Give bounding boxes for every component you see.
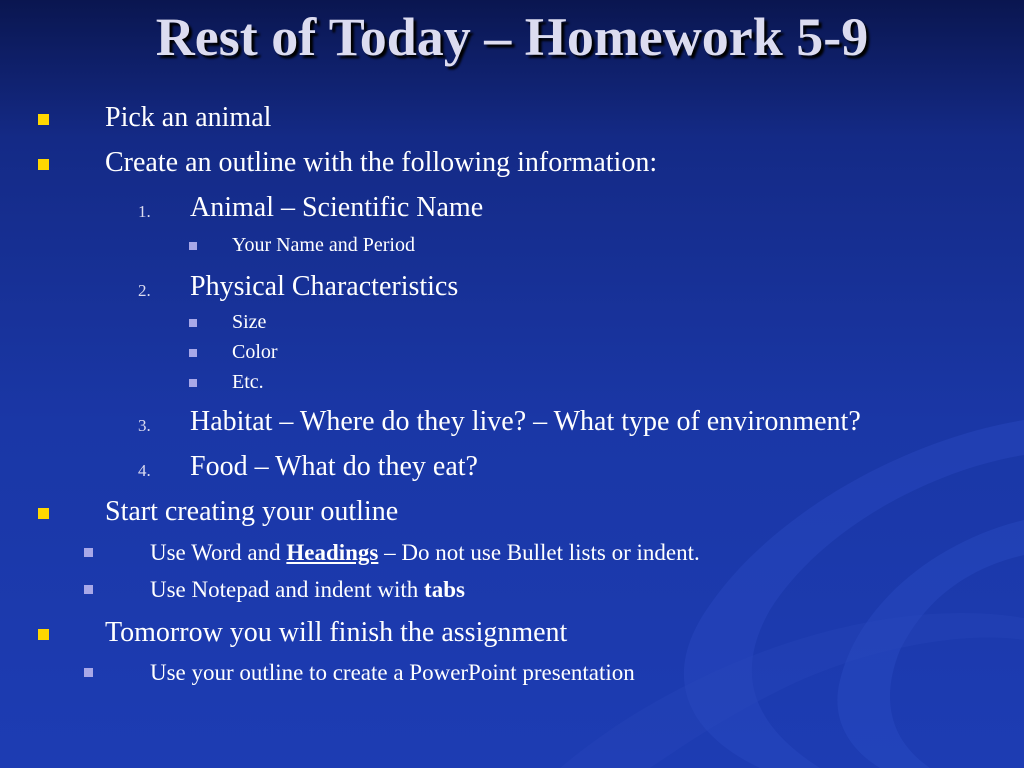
outline-subitem: [0, 372, 1024, 396]
bullet-text: Pick an animal: [105, 102, 272, 133]
bullet-subitem: [0, 578, 1024, 604]
bullet-subitem-text: Use your outline to create a PowerPoint presentation: [150, 660, 635, 685]
headings-emphasis: Headings: [286, 540, 379, 565]
outline-text: Habitat – Where do they live? – What type of environment?: [190, 406, 861, 437]
outline-number: 1.: [138, 202, 151, 221]
bullet-square-icon: [84, 585, 93, 594]
bullet-square-icon: [189, 379, 197, 387]
outline-item: [0, 453, 1024, 483]
bullet-square-icon: [38, 114, 49, 125]
bullet-square-icon: [38, 629, 49, 640]
text-segment: – Do not use Bullet lists or indent.: [378, 540, 700, 565]
bullet-text: Create an outline with the following information:: [105, 147, 658, 178]
outline-text: Physical Characteristics: [190, 271, 459, 302]
bullet-subitem-text: [150, 578, 465, 601]
outline-subitem: [0, 312, 1024, 336]
outline-item: [0, 273, 1024, 303]
outline-subitem-text: Color: [232, 341, 278, 363]
outline-subitem: [0, 342, 1024, 366]
bullet-square-icon: [189, 242, 197, 250]
bullet-text: Start creating your outline: [105, 496, 399, 527]
bullet-square-icon: [189, 349, 197, 357]
bullet-square-icon: [84, 548, 93, 557]
outline-item: [0, 194, 1024, 224]
bullet-item: [0, 619, 1024, 649]
outline-number: 3.: [138, 416, 151, 435]
bullet-item: [0, 104, 1024, 134]
outline-text: Animal – Scientific Name: [190, 192, 484, 223]
slide-title: Rest of Today – Homework 5-9: [155, 7, 869, 67]
bullet-square-icon: [38, 159, 49, 170]
outline-number: 4.: [138, 461, 151, 480]
bullet-item: [0, 498, 1024, 528]
outline-subitem-text: Etc.: [232, 371, 264, 393]
text-segment: Use Word and: [150, 540, 287, 565]
outline-text: Food – What do they eat?: [190, 451, 478, 482]
tabs-emphasis: tabs: [424, 577, 465, 602]
outline-item: [0, 408, 1024, 438]
bullet-square-icon: [189, 319, 197, 327]
outline-number: 2.: [138, 281, 151, 300]
text-segment: Use Notepad and indent with: [150, 577, 425, 602]
bullet-subitem-text: [150, 541, 700, 564]
bullet-square-icon: [38, 508, 49, 519]
bullet-item: [0, 149, 1024, 179]
bullet-subitem: [0, 661, 1024, 687]
outline-subitem: [0, 235, 1024, 259]
bullet-text: Tomorrow you will finish the assignment: [105, 617, 568, 648]
bullet-square-icon: [84, 668, 93, 677]
bullet-subitem: [0, 541, 1024, 567]
outline-subitem-text: Size: [232, 311, 267, 333]
outline-subitem-text: Your Name and Period: [232, 234, 415, 256]
